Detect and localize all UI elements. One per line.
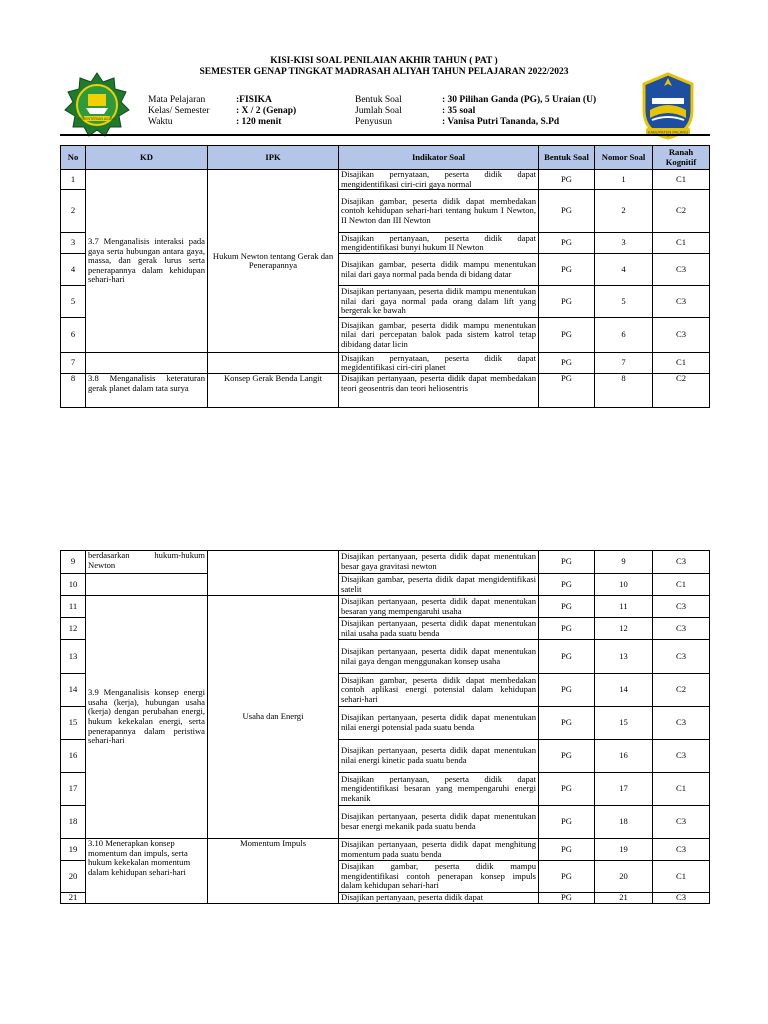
cell-bentuk: PG	[539, 551, 595, 574]
info-labels-right	[355, 95, 402, 128]
penyusun-value: : Vanisa Putri Tananda, S.Pd	[442, 117, 560, 127]
cell-ranah: C3	[653, 551, 710, 574]
cell-indikator: Disajikan pertanyaan, peserta didik dapat menentukan besar gaya gravitasi newton	[339, 551, 539, 574]
cell-kd-3-8: 3.8 Menganalisis keteraturan gerak planet dalam tata surya	[86, 374, 208, 408]
cell-kd-3-9: 3.9 Menganalisis konsep energi usaha (kerja), hubungan usaha (kerja) dengan perubahan energi, hukum kekekalan energi, serta penerapannya dalam peristiwa sehari-hari	[86, 596, 208, 839]
cell-nomor: 9	[595, 551, 653, 574]
mata-pelajaran-value: :FISIKA	[236, 95, 272, 105]
cell-bentuk: PG	[539, 170, 595, 190]
cell-no: 13	[61, 640, 86, 674]
cell-bentuk: PG	[539, 233, 595, 254]
cell-bentuk: PG	[539, 861, 595, 893]
cell-no: 6	[61, 318, 86, 353]
cell-ipk-usaha: Usaha dan Energi	[208, 596, 339, 839]
cell-bentuk: PG	[539, 773, 595, 806]
cell-no: 1	[61, 170, 86, 190]
col-header-nomor: Nomor Soal	[595, 146, 653, 170]
cell-indikator: Disajikan pertanyaan, peserta didik dapat menentukan nilai usaha pada suatu benda	[339, 618, 539, 640]
cell-no: 19	[61, 839, 86, 861]
cell-indikator: Disajikan pertanyaan, peserta didik dapat mengidentifikasi bunyi hukum II Newton	[339, 233, 539, 254]
col-header-kd: KD	[86, 146, 208, 170]
cell-nomor: 21	[595, 893, 653, 904]
cell-ranah: C1	[653, 170, 710, 190]
info-labels-left	[148, 95, 209, 128]
cell-no: 21	[61, 893, 86, 904]
cell-ranah: C2	[653, 190, 710, 233]
kisi-kisi-table-page-2	[60, 550, 710, 904]
cell-ranah: C3	[653, 254, 710, 286]
cell-indikator: Disajikan pertanyaan, peserta didik dapat menentukan nilai gaya dengan menggunakan konsep usaha	[339, 640, 539, 674]
cell-no: 17	[61, 773, 86, 806]
waktu-label: Waktu	[148, 117, 173, 127]
cell-bentuk: PG	[539, 353, 595, 374]
kelas-value: : X / 2 (Genap)	[236, 106, 297, 116]
cell-ranah: C3	[653, 806, 710, 839]
cell-indikator: Disajikan pernyataan, peserta didik dapat mengidentifikasi ciri-ciri gaya normal	[339, 170, 539, 190]
cell-ranah: C1	[653, 574, 710, 596]
cell-indikator: Disajikan pernyataan, peserta didik dapat megidentifikasi ciri-ciri planet	[339, 353, 539, 374]
cell-nomor: 6	[595, 318, 653, 353]
table-row	[61, 353, 710, 374]
cell-nomor: 14	[595, 674, 653, 707]
cell-ranah: C3	[653, 740, 710, 773]
cell-bentuk: PG	[539, 318, 595, 353]
cell-nomor: 18	[595, 806, 653, 839]
cell-kd-3-7: 3.7 Menganalisis interaksi pada gaya serta hubungan antara gaya, massa, dan gerak lurus serta penerapannya dalam kehidupan sehari-hari	[86, 170, 208, 353]
cell-bentuk: PG	[539, 618, 595, 640]
col-header-indikator: Indikator Soal	[339, 146, 539, 170]
cell-no: 16	[61, 740, 86, 773]
cell-bentuk: PG	[539, 190, 595, 233]
cell-ranah: C1	[653, 353, 710, 374]
cell-bentuk: PG	[539, 286, 595, 318]
cell-ranah: C3	[653, 640, 710, 674]
cell-indikator: Disajikan pertanyaan, peserta didik dapat menentukan nilai energi kinetic pada suatu benda	[339, 740, 539, 773]
cell-nomor: 7	[595, 353, 653, 374]
cell-ranah: C3	[653, 707, 710, 740]
table-row	[61, 170, 710, 190]
cell-indikator: Disajikan pertanyaan, peserta didik dapat menentukan besar energi mekanik pada suatu benda	[339, 806, 539, 839]
cell-no: 15	[61, 707, 86, 740]
mata-pelajaran-label: Mata Pelajaran	[148, 95, 206, 105]
cell-nomor: 15	[595, 707, 653, 740]
cell-nomor: 19	[595, 839, 653, 861]
cell-no: 11	[61, 596, 86, 618]
bentuk-soal-value: : 30 Pilihan Ganda (PG), 5 Uraian (U)	[442, 95, 597, 105]
cell-ipk-empty	[208, 353, 339, 374]
cell-indikator: Disajikan gambar, peserta didik dapat mengidentifikasi satelit	[339, 574, 539, 596]
cell-bentuk: PG	[539, 640, 595, 674]
cell-bentuk: PG	[539, 374, 595, 408]
cell-no: 4	[61, 254, 86, 286]
cell-indikator: Disajikan pertanyaan, peserta didik dapat membedakan teori geosentris dan teori heliosentris	[339, 374, 539, 408]
kemenag-logo-icon	[64, 72, 130, 138]
cell-nomor: 12	[595, 618, 653, 640]
cell-bentuk: PG	[539, 839, 595, 861]
waktu-value: : 120 menit	[236, 117, 282, 127]
cell-ranah: C3	[653, 893, 710, 904]
cell-ranah: C2	[653, 374, 710, 408]
col-header-ranah: Ranah Kognitif	[653, 146, 710, 170]
cell-ranah: C3	[653, 286, 710, 318]
table-row	[61, 574, 710, 596]
header-divider	[60, 134, 710, 136]
cell-indikator: Disajikan pertanyaan, peserta didik dapat mengidentifikasi besaran yang mempengaruhi energi mekanik	[339, 773, 539, 806]
cell-nomor: 17	[595, 773, 653, 806]
cell-bentuk: PG	[539, 893, 595, 904]
cell-ipk-planet: Konsep Gerak Benda Langit	[208, 374, 339, 408]
cell-indikator: Disajikan pertanyaan, peserta didik dapat menghitung momentum pada suatu benda	[339, 839, 539, 861]
cell-nomor: 8	[595, 374, 653, 408]
col-header-bentuk: Bentuk Soal	[539, 146, 595, 170]
cell-nomor: 10	[595, 574, 653, 596]
cell-nomor: 4	[595, 254, 653, 286]
cell-ipk-momentum: Momentum Impuls	[208, 839, 339, 904]
cell-no: 10	[61, 574, 86, 596]
cell-nomor: 1	[595, 170, 653, 190]
cell-nomor: 3	[595, 233, 653, 254]
cell-ranah: C3	[653, 318, 710, 353]
cell-no: 20	[61, 861, 86, 893]
table-row	[61, 374, 710, 408]
cell-no: 2	[61, 190, 86, 233]
cell-bentuk: PG	[539, 574, 595, 596]
cell-no: 14	[61, 674, 86, 707]
cell-indikator: Disajikan gambar, peserta didik dapat membedakan contoh aplikasi energi potensial dalam kehidupan sehari-hari	[339, 674, 539, 707]
cell-nomor: 16	[595, 740, 653, 773]
cell-nomor: 11	[595, 596, 653, 618]
kelas-label: Kelas/ Semester	[148, 106, 210, 116]
cell-bentuk: PG	[539, 674, 595, 707]
cell-bentuk: PG	[539, 740, 595, 773]
cell-indikator: Disajikan gambar, peserta didik mampu mengidentifikasi contoh penerapan konsep impuls dalam kehidupan sehari-hari	[339, 861, 539, 893]
cell-kd-3-8-continued: berdasarkan hukum-hukum Newton	[86, 551, 208, 574]
cell-ranah: C3	[653, 839, 710, 861]
col-header-no: No	[61, 146, 86, 170]
cell-bentuk: PG	[539, 707, 595, 740]
cell-bentuk: PG	[539, 596, 595, 618]
cell-nomor: 2	[595, 190, 653, 233]
cell-no: 8	[61, 374, 86, 408]
regional-emblem-icon	[632, 70, 704, 142]
cell-no: 12	[61, 618, 86, 640]
info-values-left	[236, 95, 296, 128]
cell-ranah: C1	[653, 861, 710, 893]
cell-ranah: C1	[653, 233, 710, 254]
cell-ranah: C3	[653, 618, 710, 640]
svg-text:KEMENTERIAN AGAMA: KEMENTERIAN AGAMA	[77, 117, 117, 121]
cell-nomor: 13	[595, 640, 653, 674]
table-row	[61, 551, 710, 574]
cell-no: 7	[61, 353, 86, 374]
cell-kd-empty	[86, 353, 208, 374]
cell-kd-empty	[86, 574, 208, 596]
cell-no: 3	[61, 233, 86, 254]
cell-indikator: Disajikan pertanyaan, peserta didik mampu menentukan nilai dari gaya normal pada orang dalam lift yang bergerak ke bawah	[339, 286, 539, 318]
cell-indikator: Disajikan pertanyaan, peserta didik dapat	[339, 893, 539, 904]
cell-ranah: C1	[653, 773, 710, 806]
cell-indikator: Disajikan gambar, peserta didik dapat membedakan contoh kehidupan sehari-hari tentang hukum I Newton, II Newton dan III Newton	[339, 190, 539, 233]
cell-indikator: Disajikan pertanyaan, peserta didik dapat menentukan besaran yang mempengaruhi usaha	[339, 596, 539, 618]
jumlah-soal-value: : 35 soal	[442, 106, 476, 116]
bentuk-soal-label: Bentuk Soal	[355, 95, 402, 105]
cell-no: 5	[61, 286, 86, 318]
cell-ranah: C3	[653, 596, 710, 618]
penyusun-label: Penyusun	[355, 117, 392, 127]
title-line-1: KISI-KISI SOAL PENILAIAN AKHIR TAHUN ( PAT )	[270, 56, 498, 66]
cell-ipk-newton: Hukum Newton tentang Gerak dan Penerapannya	[208, 170, 339, 353]
cell-kd-3-10: 3.10 Menerapkan konsep momentum dan impuls, serta hukum kekekalan momentum dalam kehidupan sehari-hari	[86, 839, 208, 904]
cell-bentuk: PG	[539, 254, 595, 286]
cell-indikator: Disajikan gambar, peserta didik mampu menentukan nilai dari gaya normal pada benda di bidang datar	[339, 254, 539, 286]
kisi-kisi-table-page-1	[60, 145, 710, 408]
cell-no: 18	[61, 806, 86, 839]
cell-nomor: 5	[595, 286, 653, 318]
cell-nomor: 20	[595, 861, 653, 893]
cell-ranah: C2	[653, 674, 710, 707]
jumlah-soal-label: Jumlah Soal	[355, 106, 402, 116]
cell-indikator: Disajikan gambar, peserta didik mampu menentukan nilai dari percepatan balok pada sistem katrol tetap dibidang datar licin	[339, 318, 539, 353]
cell-ipk-empty	[208, 551, 339, 596]
cell-bentuk: PG	[539, 806, 595, 839]
title-line-2: SEMESTER GENAP TINGKAT MADRASAH ALIYAH TAHUN PELAJARAN 2022/2023	[199, 67, 569, 77]
svg-text:KABUPATEN PALANG: KABUPATEN PALANG	[647, 129, 689, 135]
col-header-ipk: IPK	[208, 146, 339, 170]
table-row	[61, 839, 710, 861]
table-row	[61, 596, 710, 618]
cell-indikator: Disajikan pertanyaan, peserta didik dapat menentukan nilai energi potensial pada suatu benda	[339, 707, 539, 740]
cell-no: 9	[61, 551, 86, 574]
table-header-row	[61, 146, 710, 170]
info-values-right	[442, 95, 596, 128]
